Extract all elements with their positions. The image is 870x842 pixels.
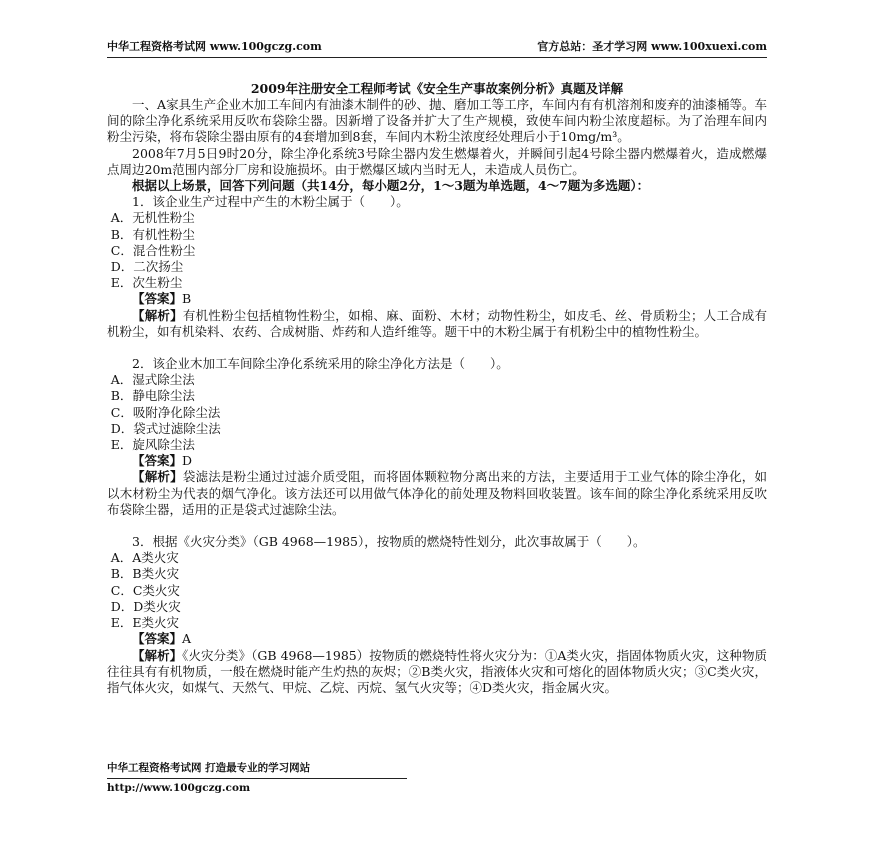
question-2-option-a: A．湿式除尘法: [110, 372, 195, 388]
question-3-stem: 3．根据《火灾分类》（GB 4968—1985），按物质的燃烧特性划分，此次事故属于（ ）。: [132, 534, 646, 550]
question-1-option-a: A．无机性粉尘: [110, 210, 195, 226]
question-1-answer: [107, 291, 767, 307]
question-1-option-d: D．二次扬尘: [110, 259, 184, 275]
analysis-label: 【解析】: [132, 469, 183, 485]
case-paragraph-2: 2008年7月5日9时20分，除尘净化系统3号除尘器内发生燃爆着火，并瞬间引起4号除尘器内燃爆着火，造成燃爆点周边20m范围内部分厂房和设施损坏。由于燃爆区域内当时无人，未造成人员伤亡。: [107, 145, 767, 177]
question-2-answer: [107, 453, 767, 469]
analysis-label: 【解析】: [132, 647, 183, 663]
question-2-stem: 2．该企业木加工车间除尘净化系统采用的除尘净化方法是（ ）。: [132, 356, 509, 372]
document-title: 2009年注册安全工程师考试《安全生产事故案例分析》真题及详解: [250, 81, 624, 96]
question-3-option-c: C．C类火灾: [110, 582, 180, 598]
question-3-option-b: B．B类火灾: [110, 566, 180, 582]
question-2-option-b: B．静电除尘法: [110, 388, 195, 404]
spacer: [107, 340, 767, 356]
question-1-option-b: B．有机性粉尘: [110, 226, 195, 242]
answer-value: A: [182, 631, 192, 647]
answer-label: 【答案】: [132, 291, 183, 307]
question-2-option-d: D．袋式过滤除尘法: [110, 420, 221, 436]
question-3-analysis: [107, 648, 767, 697]
answer-value: B: [182, 291, 192, 307]
header-left: 中华工程资格考试网 www.100gczg.com: [107, 40, 322, 53]
question-3-option-d: D．D类火灾: [110, 598, 181, 614]
page-footer: [107, 760, 407, 794]
question-2-option-e: E．旋风除尘法: [110, 437, 195, 453]
question-1-option-c: C．混合性粉尘: [110, 242, 196, 258]
footer-slogan: 中华工程资格考试网 打造最专业的学习网站: [107, 760, 407, 779]
question-1-option-e: E．次生粉尘: [110, 275, 183, 291]
analysis-text: 《火灾分类》（GB 4968—1985）按物质的燃烧特性将火灾分为：①A类火灾，指固体物质火灾，这种物质往往具有有机物质，一般在燃烧时能产生灼热的灰烬；②B类火灾，指液体火灾和可熔化的固体物质火灾；③C类火灾，指气体火灾，如煤气、天然气、甲烷、乙烷、丙烷、氢气火灾等；④D类火灾，指金属火灾。: [107, 647, 767, 695]
spacer: [107, 518, 767, 534]
question-3-option-a: A．A类火灾: [110, 550, 179, 566]
question-1-analysis: [107, 308, 767, 340]
answer-value: D: [182, 453, 193, 469]
question-3-answer: [107, 631, 767, 647]
analysis-text: 袋滤法是粉尘通过过滤介质受阻，而将固体颗粒物分离出来的方法，主要适用于工业气体的除尘净化，如以木材粉尘为代表的烟气净化。该方法还可以用做气体净化的前处理及物料回收装置。该车间的除尘净化系统采用反吹布袋除尘器，适用的正是袋式过滤除尘法。: [107, 469, 767, 517]
analysis-label: 【解析】: [132, 307, 183, 323]
case-instruction: 根据以上场景，回答下列问题（共14分，每小题2分，1～3题为单选题，4～7题为多选题）：: [132, 178, 650, 194]
analysis-text: 有机性粉尘包括植物性粉尘，如棉、麻、面粉、木材；动物性粉尘，如皮毛、丝、骨质粉尘；人工合成有机粉尘，如有机染料、农药、合成树脂、炸药和人造纤维等。题干中的木粉尘属于有机粉尘中的植物性粉尘。: [107, 307, 767, 339]
case-paragraph-1: 一、A家具生产企业木加工车间内有油漆木制件的砂、抛、磨加工等工序，车间内有有机溶剂和废弃的油漆桶等。车间的除尘净化系统采用反吹布袋除尘器。因新增了设备并扩大了生产规模，致使车间内粉尘浓度超标。为了治理车间内粉尘污染，将布袋除尘器由原有的4套增加到8套，车间内木粉尘浓度经处理后小于10mg/m³。: [107, 97, 767, 145]
question-1-stem: 1．该企业生产过程中产生的木粉尘属于（ ）。: [132, 194, 409, 210]
question-3-option-e: E．E类火灾: [110, 615, 179, 631]
document-page: [107, 38, 767, 696]
question-2-option-c: C．吸附净化除尘法: [110, 404, 221, 420]
page-header: [107, 38, 767, 58]
footer-url: http://www.100gczg.com: [107, 782, 251, 794]
answer-label: 【答案】: [132, 453, 183, 469]
answer-label: 【答案】: [132, 631, 183, 647]
question-2-analysis: [107, 469, 767, 518]
header-right: 官方总站：圣才学习网 www.100xuexi.com: [537, 40, 767, 53]
